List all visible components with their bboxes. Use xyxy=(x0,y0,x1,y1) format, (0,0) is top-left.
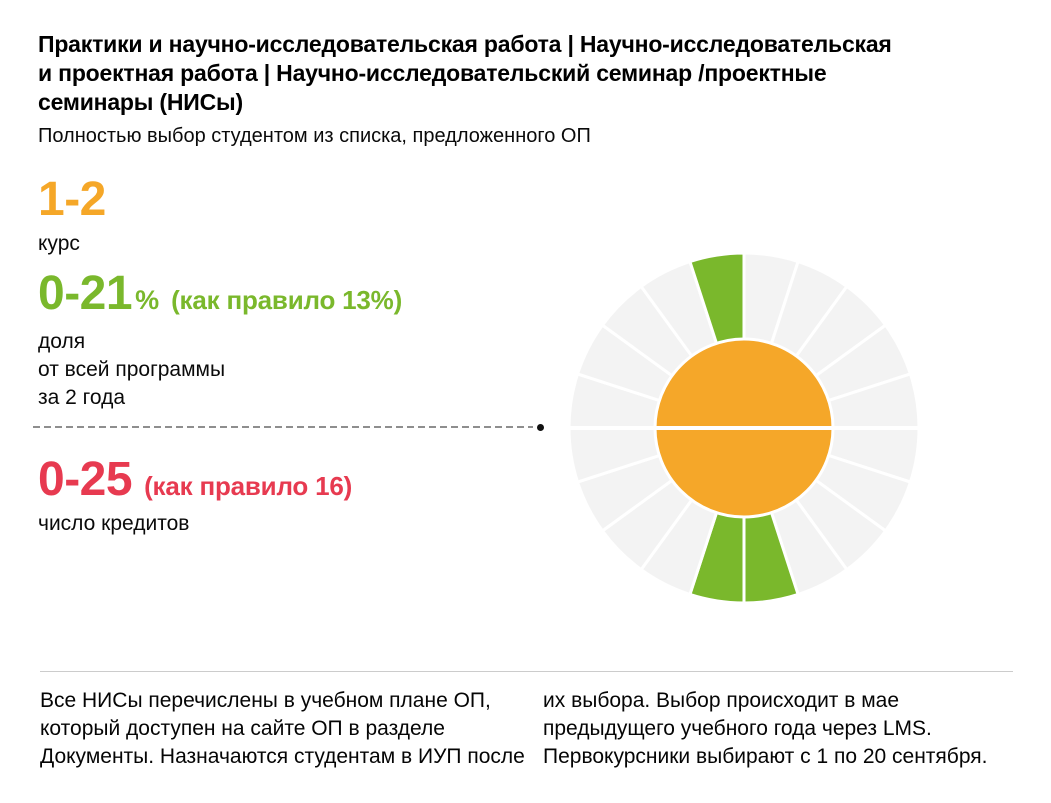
stat-share-value: 0-21 xyxy=(38,267,133,320)
stat-share-label xyxy=(38,328,402,412)
footer-left-line: Документы. Назначаются студентам в ИУП после xyxy=(40,745,525,768)
footer-rule xyxy=(40,671,1013,672)
page-subtitle: Полностью выбор студентом из списка, предложенного ОП xyxy=(38,125,591,147)
footer-right-line: их выбора. Выбор происходит в мае xyxy=(543,689,900,712)
footer-right-column xyxy=(543,687,1013,771)
stat-share xyxy=(38,267,403,412)
stat-course-value: 1-2 xyxy=(38,173,106,226)
footer-left-column xyxy=(40,687,525,771)
page-title-line: Практики и научно-исследовательская работа | Научно-исследовательская xyxy=(38,31,892,57)
program-share-wheel xyxy=(564,248,924,608)
stat-credits-label: число кредитов xyxy=(38,512,190,535)
footer-right-line: предыдущего учебного года через LMS. xyxy=(543,717,932,740)
stat-share-label-line: доля xyxy=(38,330,86,353)
stat-course-label: курс xyxy=(38,232,80,255)
footer-left-line: который доступен на сайте ОП в разделе xyxy=(40,717,445,740)
stat-credits xyxy=(38,453,353,538)
stat-course xyxy=(38,173,106,258)
stat-share-note: (как правило 13%) xyxy=(171,285,403,315)
page-title-line: и проектная работа | Научно-исследовательский семинар /проектные xyxy=(38,60,827,86)
page-title xyxy=(38,30,1028,117)
page-title-line: семинары (НИСы) xyxy=(38,89,243,115)
footer-right-line: Первокурсники выбирают с 1 по 20 сентября. xyxy=(543,745,988,768)
stat-credits-value: 0-25 xyxy=(38,453,133,506)
stat-course-row xyxy=(38,173,106,226)
divider-end-dot xyxy=(537,424,544,431)
program-share-wheel-svg xyxy=(564,248,924,608)
stat-credits-row xyxy=(38,453,353,506)
dashed-divider xyxy=(33,426,533,428)
stat-share-label-line: за 2 года xyxy=(38,386,126,409)
footer-left-line: Все НИСы перечислены в учебном плане ОП, xyxy=(40,689,491,712)
stat-share-unit: % xyxy=(135,285,160,315)
stat-share-row xyxy=(38,267,403,320)
header xyxy=(38,30,1028,149)
stat-credits-note: (как правило 16) xyxy=(144,471,353,501)
footer xyxy=(40,687,1013,771)
stat-share-label-line: от всей программы xyxy=(38,358,226,381)
